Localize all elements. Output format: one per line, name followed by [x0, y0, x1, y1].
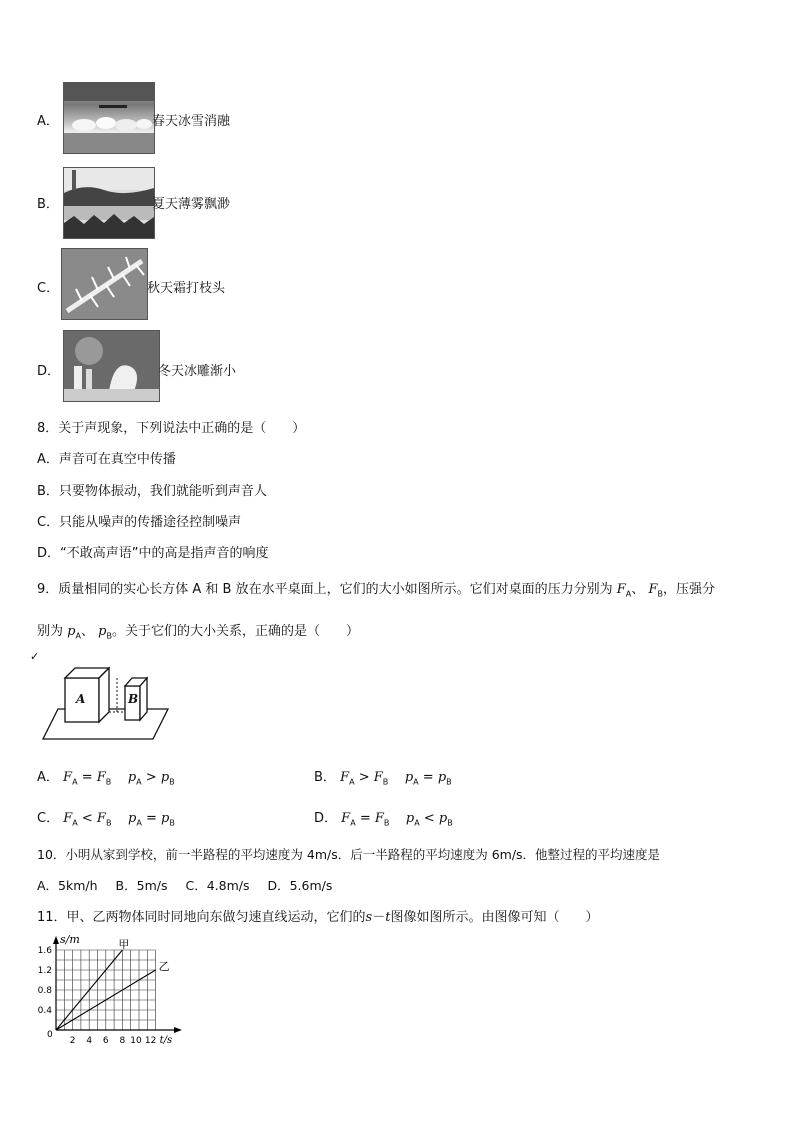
separator: 、	[80, 624, 94, 639]
option-label: A．	[37, 770, 59, 785]
symbol-p: p	[98, 624, 107, 639]
option-label: D．	[314, 811, 338, 826]
x-tick-label: 4	[86, 1036, 93, 1046]
q8-option-b: B．只要物体振动，我们就能听到声音人	[37, 484, 267, 499]
q10-option-a: A．5km/h	[37, 878, 98, 893]
block-b-label: B	[128, 692, 139, 706]
q10-option-b: B．5m/s	[115, 878, 168, 893]
option-label: B．	[37, 197, 59, 212]
relation: >	[145, 770, 157, 785]
q9-stem-text: ，压强分	[662, 582, 715, 597]
option-caption: 春天冰雪消融	[152, 114, 231, 129]
q9-stem-text: 别为	[37, 624, 64, 639]
option-caption: 夏天薄雾飘渺	[152, 197, 231, 212]
y-tick-label: 1.2	[37, 966, 52, 976]
option-label: A．	[37, 114, 59, 129]
symbol-p: p	[160, 770, 170, 785]
q10-option-d: D．5.6m/s	[267, 878, 333, 893]
subscript: B	[447, 818, 453, 828]
relation: <	[423, 811, 435, 826]
symbol-p: p	[437, 770, 447, 785]
subscript: B	[657, 589, 663, 599]
symbol-F: F	[63, 811, 73, 826]
q8-stem: 8．关于声现象，下列说法中正确的是（ ）	[37, 421, 306, 436]
q11-stem-text: 图像如图所示。由图像可知（ ）	[390, 910, 599, 925]
ice-sculpture-photo	[63, 330, 160, 402]
symbol-F: F	[96, 770, 106, 785]
option-caption: 秋天霜打枝头	[147, 281, 226, 296]
relation: =	[422, 770, 434, 785]
x-tick-label: 8	[119, 1036, 126, 1046]
option-label: B．	[314, 770, 336, 785]
subscript: A	[625, 589, 632, 599]
symbol-p: p	[67, 624, 76, 639]
q9-stem-text: 。关于它们的大小关系，正确的是（ ）	[111, 624, 359, 639]
option-caption: 冬天冰雕渐小	[158, 364, 237, 379]
x-tick-label: 6	[102, 1036, 109, 1046]
symbol-s: s	[365, 910, 373, 925]
mist-photo	[63, 167, 155, 239]
block-a-label: A	[76, 692, 86, 706]
symbol-p: p	[127, 770, 137, 785]
subscript: A	[349, 777, 355, 787]
subscript: B	[169, 818, 175, 828]
q9-option-d	[314, 807, 453, 828]
y-axis-arrow	[53, 936, 59, 944]
subscript: B	[382, 777, 389, 787]
q11-stem-text: 11．甲、乙两物体同时同地向东做匀速直线运动，它们的	[37, 910, 366, 925]
q11-stem	[37, 906, 598, 925]
subscript: B	[446, 777, 452, 787]
subscript: A	[136, 818, 142, 828]
relation: =	[359, 811, 371, 826]
q9-stem-text: 9．质量相同的实心长方体 A 和 B 放在水平桌面上，它们的大小如图所示。它们对桌面的压力分别为	[37, 582, 613, 597]
subscript: B	[383, 818, 390, 828]
symbol-p: p	[438, 811, 448, 826]
separator: 、	[631, 582, 645, 597]
q10-options	[37, 876, 332, 894]
subscript: B	[106, 631, 112, 641]
subscript: A	[136, 777, 142, 787]
subscript: B	[105, 818, 112, 828]
y-tick-label: 1.6	[37, 946, 52, 956]
subscript: A	[414, 818, 420, 828]
x-axis-label: t/s	[159, 1035, 173, 1046]
subscript: A	[75, 631, 81, 641]
symbol-F: F	[96, 811, 106, 826]
q10-stem: 10．小明从家到学校，前一半路程的平均速度为 4m/s．后一半路程的平均速度为 6m/s．他整过程的平均速度是	[37, 847, 661, 862]
symbol-F: F	[373, 770, 383, 785]
symbol-t: t	[385, 910, 391, 925]
dash: －	[372, 910, 386, 925]
q8-option-c: C．只能从噪声的传播途径控制噪声	[37, 515, 242, 530]
ice-melting-photo	[63, 82, 155, 154]
q8-option-d: D．“不敢高声语”中的高是指声音的响度	[37, 546, 269, 561]
frost-photo	[61, 248, 148, 320]
symbol-p: p	[127, 811, 137, 826]
q9-stem-line1	[37, 578, 715, 599]
q10-option-c: C．4.8m/s	[185, 878, 250, 893]
subscript: B	[169, 777, 175, 787]
series-label: 甲	[118, 938, 130, 951]
chart-grid	[56, 950, 156, 1030]
symbol-p: p	[405, 811, 415, 826]
option-label: D．	[37, 364, 61, 379]
q9-option-c	[37, 807, 175, 828]
subscript: A	[413, 777, 419, 787]
symbol-F: F	[374, 811, 384, 826]
symbol-p: p	[160, 811, 170, 826]
y-tick-label: 0.8	[37, 986, 52, 996]
q9-option-a	[37, 766, 175, 787]
symbol-F: F	[341, 811, 351, 826]
relation: =	[145, 811, 157, 826]
symbol-F: F	[63, 770, 73, 785]
q9-option-b	[314, 766, 452, 787]
q9-stem-line2	[37, 620, 359, 641]
relation: >	[358, 770, 370, 785]
blocks-diagram	[38, 664, 178, 754]
subscript: A	[72, 777, 78, 787]
symbol-p: p	[404, 770, 414, 785]
x-axis-arrow	[174, 1027, 182, 1033]
q8-option-a: A．声音可在真空中传播	[37, 452, 176, 467]
subscript: A	[72, 818, 78, 828]
subscript: A	[350, 818, 356, 828]
origin-label: 0	[47, 1030, 53, 1040]
check-mark: ✓	[30, 650, 40, 663]
s-t-chart	[28, 930, 188, 1048]
y-tick-label: 0.4	[37, 1006, 52, 1016]
symbol-F: F	[340, 770, 350, 785]
x-tick-label: 10	[130, 1036, 142, 1046]
option-label: C．	[37, 811, 60, 826]
series-label: 乙	[158, 960, 170, 973]
relation: =	[81, 770, 93, 785]
y-axis-label: s/m	[60, 933, 80, 946]
x-tick-label: 2	[69, 1036, 76, 1046]
subscript: B	[105, 777, 112, 787]
symbol-F: F	[648, 582, 658, 597]
relation: <	[81, 811, 93, 826]
x-tick-label: 12	[144, 1036, 157, 1046]
symbol-F: F	[616, 582, 626, 597]
option-label: C．	[37, 281, 60, 296]
